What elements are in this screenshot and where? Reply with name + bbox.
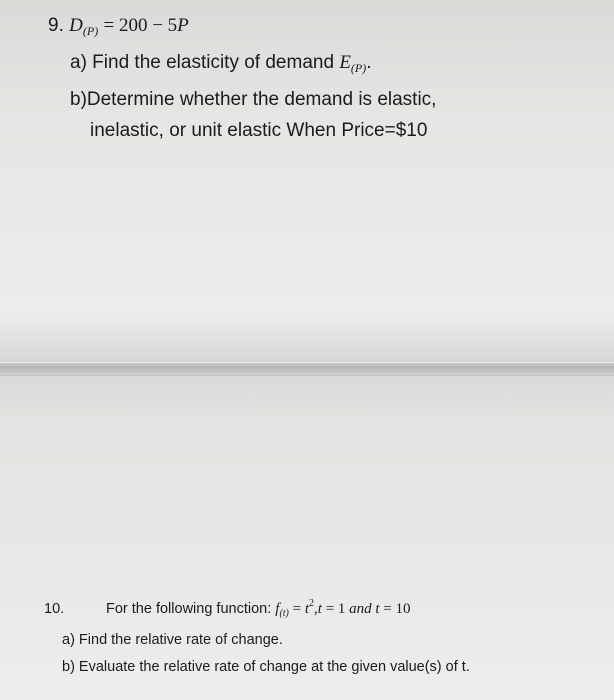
math-rhs: = 200 − 5 (103, 15, 178, 36)
math-value: = 10 (379, 601, 411, 617)
problem-9-equation (48, 10, 436, 47)
page-fold-divider (0, 362, 614, 376)
problem-10 (44, 590, 470, 681)
math-superscript: 2 (309, 598, 315, 609)
math-value: = 1 (321, 601, 350, 617)
problem-9 (48, 10, 436, 146)
math-and: and (349, 601, 372, 617)
math-subscript: (t) (279, 608, 289, 619)
math-variable: t (371, 601, 380, 617)
math-function: D (69, 15, 83, 36)
part-a-text: a) Find the elasticity of demand (70, 52, 340, 73)
problem-number: 10. (44, 601, 65, 617)
period: . (366, 52, 372, 73)
math-function: f (275, 601, 280, 617)
math-equals: = (288, 601, 305, 617)
math-subscript: (P) (82, 24, 99, 38)
math-comma: , (314, 601, 318, 617)
problem-10-part-b: b) Evaluate the relative rate of change at the given value(s) of t. (62, 659, 470, 675)
intro-text: For the following function: (106, 601, 276, 617)
problem-10-part-a: a) Find the relative rate of change. (62, 632, 283, 648)
math-function: E (339, 52, 351, 73)
problem-9-part-b-continued: inelastic, or unit elastic When Price=$10 (90, 120, 428, 141)
problem-9-part-a (48, 47, 436, 84)
problem-9-part-b: b)Determine whether the demand is elastic, (70, 89, 437, 110)
problem-number: 9. (48, 15, 64, 36)
math-variable: P (177, 15, 189, 36)
math-variable: t (304, 601, 310, 617)
math-variable: t (317, 601, 322, 617)
math-subscript: (P) (350, 61, 367, 75)
problem-10-statement (44, 590, 470, 627)
